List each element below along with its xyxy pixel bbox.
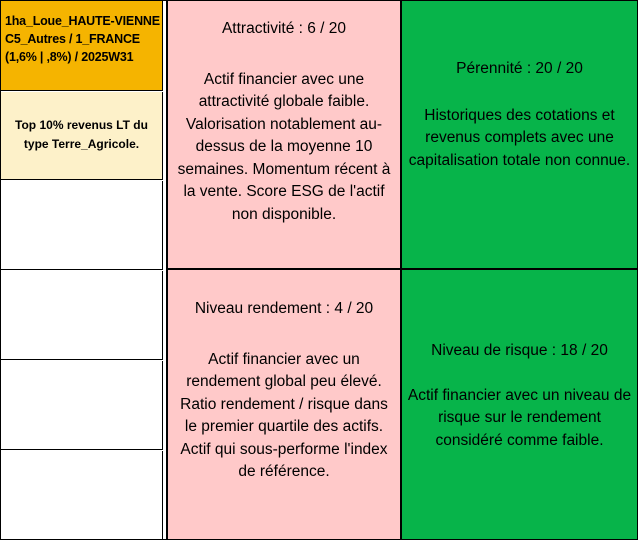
asset-tag-text: Top 10% revenus LT du type Terre_Agricole.: [15, 118, 148, 151]
risque-description: Actif financier avec un niveau de risque sur le rendement considéré comme faible.: [407, 386, 632, 449]
perennite-heading: Pérennité : 20 / 20: [456, 60, 583, 77]
asset-tag-cell[interactable]: [1, 92, 163, 180]
risque-heading: Niveau de risque : 18 / 20: [431, 342, 608, 359]
empty-cell[interactable]: [1, 181, 163, 270]
attractivite-block[interactable]: [166, 1, 402, 270]
empty-cell[interactable]: [1, 271, 163, 360]
attractivite-heading: Attractivité : 6 / 20: [221, 20, 347, 37]
rendement-heading: Niveau rendement : 4 / 20: [194, 300, 374, 317]
rendement-block[interactable]: [166, 270, 402, 539]
empty-cell[interactable]: [1, 361, 163, 450]
rendement-description: Actif financier avec un rendement global peu élevé. Ratio rendement / risque dans le premier quartile des actifs. Actif qui sous-performe l'index de référence.: [180, 350, 388, 480]
asset-title-line-3: (1,6% | ,8%) / 2025W31: [5, 50, 134, 64]
asset-title-cell[interactable]: [1, 1, 163, 91]
perennite-description: Historiques des cotations et revenus complets avec une capitalisation totale non connue.: [408, 106, 631, 169]
risque-block[interactable]: [402, 270, 637, 539]
empty-cell[interactable]: [1, 451, 163, 539]
asset-info-column: [1, 1, 166, 541]
attractivite-description: Actif financier avec une attractivité globale faible. Valorisation notablement au-dessus de la moyenne 10 semaines. Momentum récent à la vente. Score ESG de l'actif non disponible.: [177, 70, 391, 223]
asset-title-line-1: 1ha_Loue_HAUTE-VIENNE: [5, 14, 160, 28]
perennite-block[interactable]: [402, 1, 637, 270]
asset-title-line-2: C5_Autres / 1_FRANCE: [5, 32, 140, 46]
